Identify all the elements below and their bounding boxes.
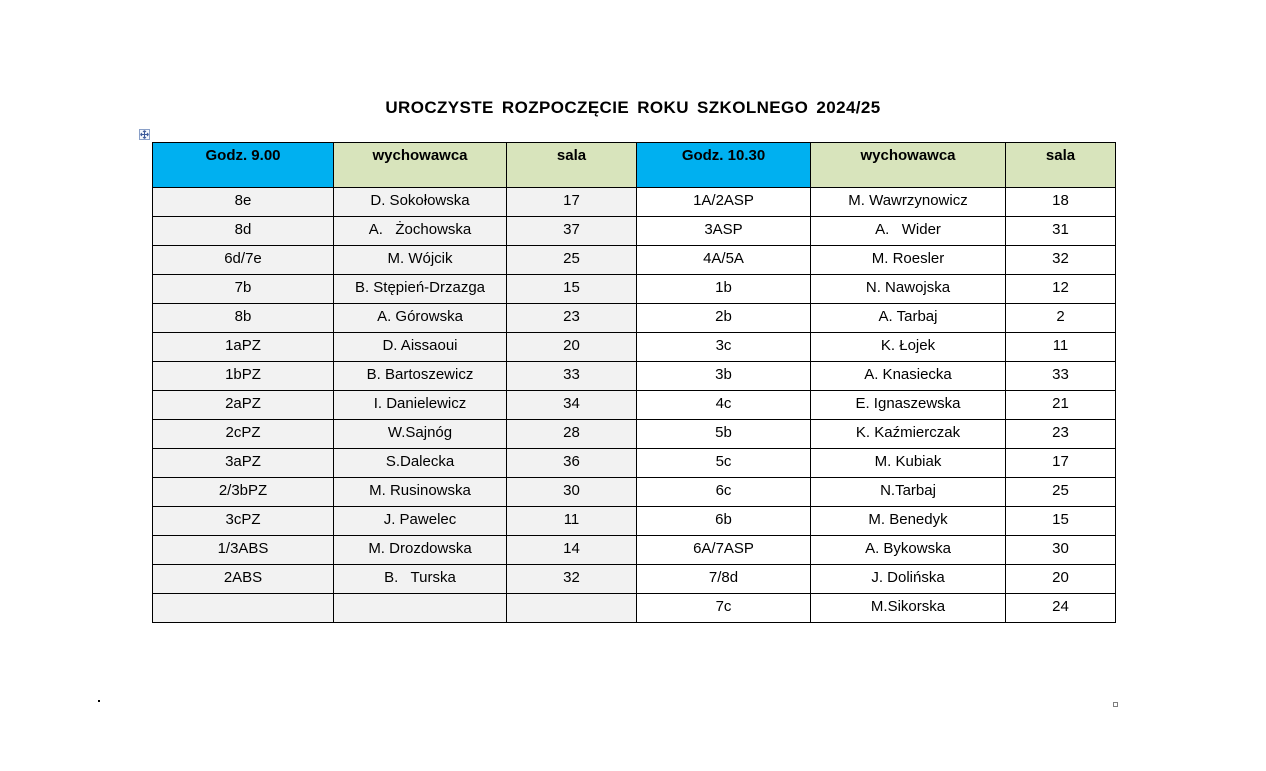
- teacher-1030-cell: M. Roesler: [811, 246, 1006, 275]
- class-1030-cell: 3b: [637, 362, 811, 391]
- table-row: [153, 507, 1116, 536]
- teacher-1030-cell: A. Wider: [811, 217, 1006, 246]
- room-900-cell: 14: [507, 536, 637, 565]
- table-row: [153, 594, 1116, 623]
- table-row: [153, 333, 1116, 362]
- class-900-cell: [153, 594, 334, 623]
- table-row: [153, 449, 1116, 478]
- teacher-1030-cell: N.Tarbaj: [811, 478, 1006, 507]
- room-900-cell: 33: [507, 362, 637, 391]
- class-900-cell: 1/3ABS: [153, 536, 334, 565]
- table-row: [153, 565, 1116, 594]
- teacher-1030-cell: K. Łojek: [811, 333, 1006, 362]
- class-1030-cell: 3ASP: [637, 217, 811, 246]
- class-900-cell: 2cPZ: [153, 420, 334, 449]
- teacher-1030-cell: A. Knasiecka: [811, 362, 1006, 391]
- class-900-cell: 3aPZ: [153, 449, 334, 478]
- room-900-cell: [507, 594, 637, 623]
- class-1030-cell: 6c: [637, 478, 811, 507]
- class-1030-cell: 2b: [637, 304, 811, 333]
- teacher-1030-cell: E. Ignaszewska: [811, 391, 1006, 420]
- teacher-1030-cell: J. Dolińska: [811, 565, 1006, 594]
- room-900-cell: 32: [507, 565, 637, 594]
- class-1030-cell: 1b: [637, 275, 811, 304]
- class-1030-cell: 4c: [637, 391, 811, 420]
- room-1030-cell: 33: [1006, 362, 1116, 391]
- teacher-1030-cell: M. Wawrzynowicz: [811, 188, 1006, 217]
- class-900-cell: 8b: [153, 304, 334, 333]
- table-row: [153, 246, 1116, 275]
- class-1030-cell: 6b: [637, 507, 811, 536]
- room-900-cell: 37: [507, 217, 637, 246]
- class-900-cell: 6d/7e: [153, 246, 334, 275]
- class-900-cell: 8d: [153, 217, 334, 246]
- class-1030-cell: 7/8d: [637, 565, 811, 594]
- class-900-cell: 8e: [153, 188, 334, 217]
- room-1030-cell: 15: [1006, 507, 1116, 536]
- class-900-cell: 2aPZ: [153, 391, 334, 420]
- teacher-900-cell: A. Górowska: [334, 304, 507, 333]
- header-teacher-1: wychowawca: [334, 143, 507, 188]
- room-1030-cell: 2: [1006, 304, 1116, 333]
- class-900-cell: 7b: [153, 275, 334, 304]
- table-move-handle-icon[interactable]: [139, 129, 150, 140]
- table-row: [153, 391, 1116, 420]
- teacher-900-cell: B. Bartoszewicz: [334, 362, 507, 391]
- teacher-900-cell: J. Pawelec: [334, 507, 507, 536]
- room-1030-cell: 25: [1006, 478, 1116, 507]
- teacher-1030-cell: K. Kaźmierczak: [811, 420, 1006, 449]
- room-1030-cell: 20: [1006, 565, 1116, 594]
- teacher-900-cell: B. Turska: [334, 565, 507, 594]
- table-row: [153, 217, 1116, 246]
- teacher-1030-cell: A. Bykowska: [811, 536, 1006, 565]
- teacher-900-cell: I. Danielewicz: [334, 391, 507, 420]
- table-row: [153, 188, 1116, 217]
- teacher-900-cell: M. Wójcik: [334, 246, 507, 275]
- table-row: [153, 420, 1116, 449]
- room-900-cell: 15: [507, 275, 637, 304]
- room-1030-cell: 24: [1006, 594, 1116, 623]
- room-900-cell: 23: [507, 304, 637, 333]
- room-1030-cell: 18: [1006, 188, 1116, 217]
- teacher-1030-cell: A. Tarbaj: [811, 304, 1006, 333]
- class-1030-cell: 5b: [637, 420, 811, 449]
- teacher-900-cell: B. Stępień-Drzazga: [334, 275, 507, 304]
- class-900-cell: 3cPZ: [153, 507, 334, 536]
- room-1030-cell: 17: [1006, 449, 1116, 478]
- class-900-cell: 1bPZ: [153, 362, 334, 391]
- teacher-900-cell: D. Aissaoui: [334, 333, 507, 362]
- table-row: [153, 362, 1116, 391]
- class-1030-cell: 4A/5A: [637, 246, 811, 275]
- teacher-900-cell: [334, 594, 507, 623]
- class-1030-cell: 6A/7ASP: [637, 536, 811, 565]
- header-time-900: Godz. 9.00: [153, 143, 334, 188]
- table-resize-handle-icon[interactable]: [1113, 702, 1118, 707]
- schedule-table: [152, 142, 1116, 623]
- stray-dot: [98, 700, 100, 702]
- teacher-900-cell: S.Dalecka: [334, 449, 507, 478]
- room-900-cell: 30: [507, 478, 637, 507]
- room-1030-cell: 12: [1006, 275, 1116, 304]
- class-1030-cell: 3c: [637, 333, 811, 362]
- room-900-cell: 36: [507, 449, 637, 478]
- room-1030-cell: 32: [1006, 246, 1116, 275]
- class-900-cell: 2/3bPZ: [153, 478, 334, 507]
- room-1030-cell: 31: [1006, 217, 1116, 246]
- header-row: [153, 143, 1116, 188]
- room-900-cell: 34: [507, 391, 637, 420]
- room-900-cell: 28: [507, 420, 637, 449]
- table-row: [153, 275, 1116, 304]
- class-1030-cell: 1A/2ASP: [637, 188, 811, 217]
- room-900-cell: 11: [507, 507, 637, 536]
- header-room-1: sala: [507, 143, 637, 188]
- table-row: [153, 536, 1116, 565]
- table-row: [153, 304, 1116, 333]
- header-room-2: sala: [1006, 143, 1116, 188]
- teacher-1030-cell: N. Nawojska: [811, 275, 1006, 304]
- room-900-cell: 20: [507, 333, 637, 362]
- class-900-cell: 1aPZ: [153, 333, 334, 362]
- class-1030-cell: 7c: [637, 594, 811, 623]
- teacher-900-cell: A. Żochowska: [334, 217, 507, 246]
- teacher-900-cell: M. Drozdowska: [334, 536, 507, 565]
- header-teacher-2: wychowawca: [811, 143, 1006, 188]
- room-1030-cell: 11: [1006, 333, 1116, 362]
- class-1030-cell: 5c: [637, 449, 811, 478]
- room-1030-cell: 30: [1006, 536, 1116, 565]
- room-900-cell: 25: [507, 246, 637, 275]
- room-1030-cell: 23: [1006, 420, 1116, 449]
- table-row: [153, 478, 1116, 507]
- teacher-1030-cell: M.Sikorska: [811, 594, 1006, 623]
- teacher-1030-cell: M. Kubiak: [811, 449, 1006, 478]
- teacher-1030-cell: M. Benedyk: [811, 507, 1006, 536]
- room-900-cell: 17: [507, 188, 637, 217]
- teacher-900-cell: D. Sokołowska: [334, 188, 507, 217]
- room-1030-cell: 21: [1006, 391, 1116, 420]
- teacher-900-cell: W.Sajnóg: [334, 420, 507, 449]
- teacher-900-cell: M. Rusinowska: [334, 478, 507, 507]
- header-time-1030: Godz. 10.30: [637, 143, 811, 188]
- page-title: UROCZYSTE ROZPOCZĘCIE ROKU SZKOLNEGO 2024/25: [385, 98, 881, 117]
- class-900-cell: 2ABS: [153, 565, 334, 594]
